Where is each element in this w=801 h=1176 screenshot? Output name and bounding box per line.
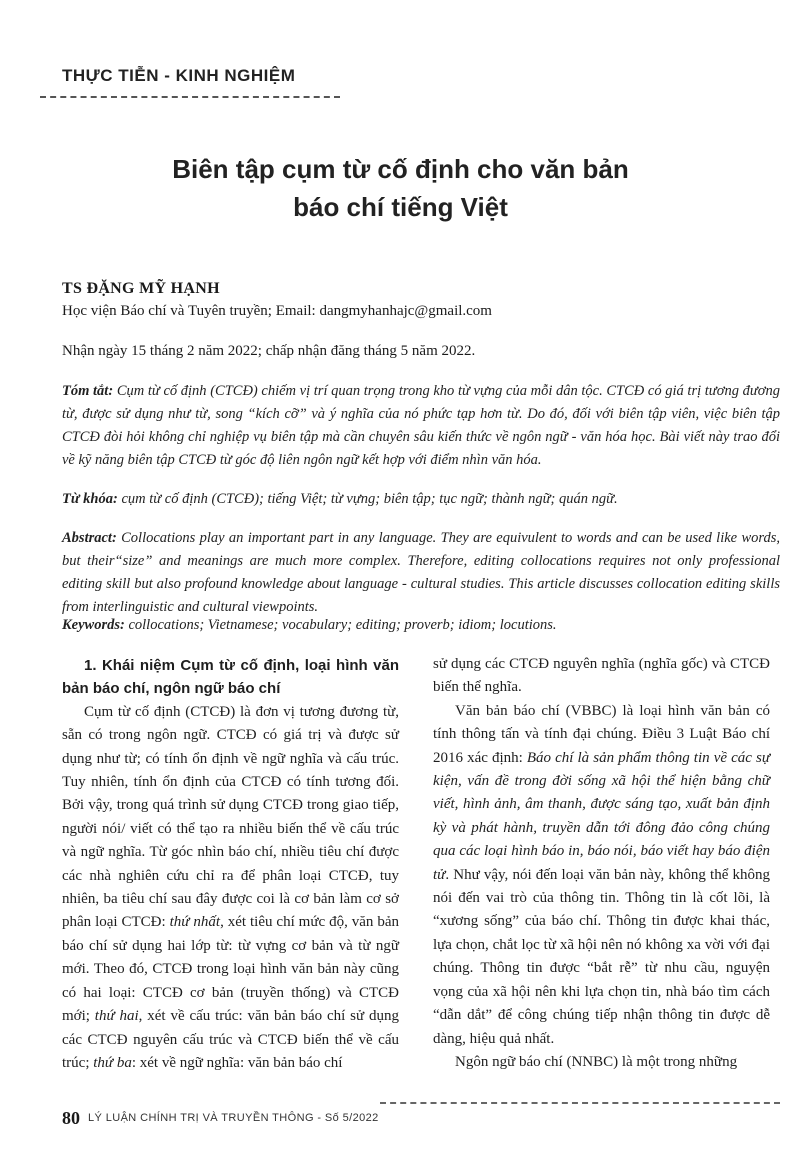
keywords-text-en: collocations; Vietnamese; vocabulary; editing; proverb; idiom; locutions. xyxy=(124,617,557,633)
emphasis-text: Báo chí là sản phẩm thông tin về các sự kiện, vấn đề trong đời sống xã hội thể hiện bằng chữ viết, hình ảnh, âm thanh, được sáng tạo, xuất bản định kỳ và phát hành, truyền dẫn tới đông đảo công chúng qua các loại hình báo in, báo nói, báo viết hay báo điện tử xyxy=(433,749,770,883)
author-name: TS ĐẶNG MỸ HẠNH xyxy=(62,280,220,297)
title-line-1: Biên tập cụm từ cố định cho văn bản xyxy=(172,154,629,184)
right-column xyxy=(433,653,770,1074)
title-line-2: báo chí tiếng Việt xyxy=(293,192,508,222)
keywords-label-vn: Từ khóa: xyxy=(62,491,118,507)
paragraph: Ngôn ngữ báo chí (NNBC) là một trong những xyxy=(455,1053,738,1070)
header-rule xyxy=(40,96,340,98)
section-1-heading: 1. Khái niệm Cụm từ cố định, loại hình văn bản báo chí, ngôn ngữ báo chí xyxy=(62,657,399,698)
english-keywords xyxy=(62,614,780,637)
keywords-text-vn: cụm từ cố định (CTCĐ); tiếng Việt; từ vựng; biên tập; tục ngữ; thành ngữ; quán ngữ. xyxy=(117,491,618,507)
paragraph-continued: sử dụng các CTCĐ nguyên nghĩa (nghĩa gốc) và CTCĐ biến thể nghĩa. xyxy=(433,656,770,696)
english-abstract xyxy=(62,527,780,619)
footer-rule xyxy=(380,1102,780,1104)
left-column xyxy=(62,654,399,1075)
paragraph-text: , xét tiêu chí mức độ, văn bản báo chí sử dụng hai lớp từ: từ vựng cơ bản và từ ngữ mới. Theo đó, CTCĐ trong loại hình văn bản này cũng có hai loại: CTCĐ cơ bản (truyền thống) và CTCĐ mới; xyxy=(62,914,399,1025)
paragraph-text: : xét về ngữ nghĩa: văn bản báo chí xyxy=(131,1054,343,1071)
paragraph-text: Văn bản báo chí (VBBC) là loại hình văn bản có tính thông tấn và tính đại chúng. Điều 3 Luật Báo chí 2016 xác định: xyxy=(433,702,770,766)
article-title xyxy=(0,150,801,226)
paragraph-text: , xét về cấu trúc: văn bản báo chí sử dụng các CTCĐ nguyên cấu trúc và CTCĐ biến thể về cấu trúc; xyxy=(62,1008,399,1071)
abstract-label: Abstract: xyxy=(62,530,117,546)
summary-text: Cụm từ cố định (CTCĐ) chiếm vị trí quan trọng trong kho từ vựng của mỗi dân tộc. CTCĐ có giá trị tương đương từ, được sử dụng như từ, song “kích cỡ” và ý nghĩa của nó phức tạp hơn từ. Do đó, đối với biên tập viên, việc biên tập CTCĐ đòi hỏi không chỉ nghiệp vụ biên tập mà cần chuyên sâu kiến thức về ngôn ngữ - văn hóa học. Bài viết này trao đổi về kỹ năng biên tập CTCĐ từ góc độ liên ngôn ngữ kết hợp với điểm nhìn văn hóa. xyxy=(62,383,780,468)
section-header: THỰC TIỄN - KINH NGHIỆM xyxy=(62,66,296,85)
abstract-text: Collocations play an important part in any language. They are equivulent to words and can be used like words, but their“size” and meanings are much more complex. Therefore, editing collocations requires not only professional editing skill but also profound knowledge about language - cultural studies. This article discusses collocation editing skills from interlinguistic and cultural viewpoints. xyxy=(62,530,780,615)
paragraph-text: . Như vậy, nói đến loại văn bản này, không thể không nói đến vai trò của thông tin. Thông tin là cốt lõi, là “xương sống” của báo chí. Thông tin được khai thác, lựa chọn, chắt lọc từ xã hội nên nó không xa vời với đại chúng. Thông tin được “bắt rễ” từ nhu cầu, nguyện vọng của xã hội nên khi lựa chọn tin, nhà báo tìm cách “dẫn dắt” để công chúng tiếp nhận thông tin được dễ dàng, hiệu quả nhất. xyxy=(433,866,770,1047)
vietnamese-summary xyxy=(62,380,780,472)
journal-name: LÝ LUẬN CHÍNH TRỊ VÀ TRUYỀN THÔNG - Số 5/2022 xyxy=(88,1112,379,1124)
keywords-label-en: Keywords: xyxy=(62,617,125,633)
paragraph-text: Cụm từ cố định (CTCĐ) là đơn vị tương đương từ, sẵn có trong ngôn ngữ. CTCĐ có giá trị và được sử dụng như từ; có tính ổn định về ngữ nghĩa và cấu trúc. Tuy nhiên, tính ổn định của CTCĐ có tính tương đối. Bởi vậy, trong quá trình sử dụng CTCĐ trong giao tiếp, người nói/ viết có thể tạo ra nhiều biến thể về cấu trúc và ngữ nghĩa. Từ góc nhìn báo chí, nhiều tiêu chí được các nhà nghiên cứu chỉ ra để phân loại CTCĐ, tuy nhiên, ba tiêu chí sau đây được coi là cơ bản làm cơ sở phân loại CTCĐ: xyxy=(62,703,399,931)
paragraph xyxy=(62,701,399,1076)
vietnamese-keywords xyxy=(62,488,780,511)
emphasis-text: thứ ba xyxy=(93,1054,132,1071)
page-number: 80 xyxy=(62,1108,80,1128)
paragraph xyxy=(433,700,770,1051)
summary-label: Tóm tắt: xyxy=(62,383,114,399)
emphasis-text: thứ nhất xyxy=(169,914,221,931)
received-dates: Nhận ngày 15 tháng 2 năm 2022; chấp nhận đăng tháng 5 năm 2022. xyxy=(62,343,476,359)
emphasis-text: thứ hai xyxy=(94,1008,139,1025)
author-affiliation: Học viện Báo chí và Tuyên truyền; Email: dangmyhanhajc@gmail.com xyxy=(62,303,492,319)
